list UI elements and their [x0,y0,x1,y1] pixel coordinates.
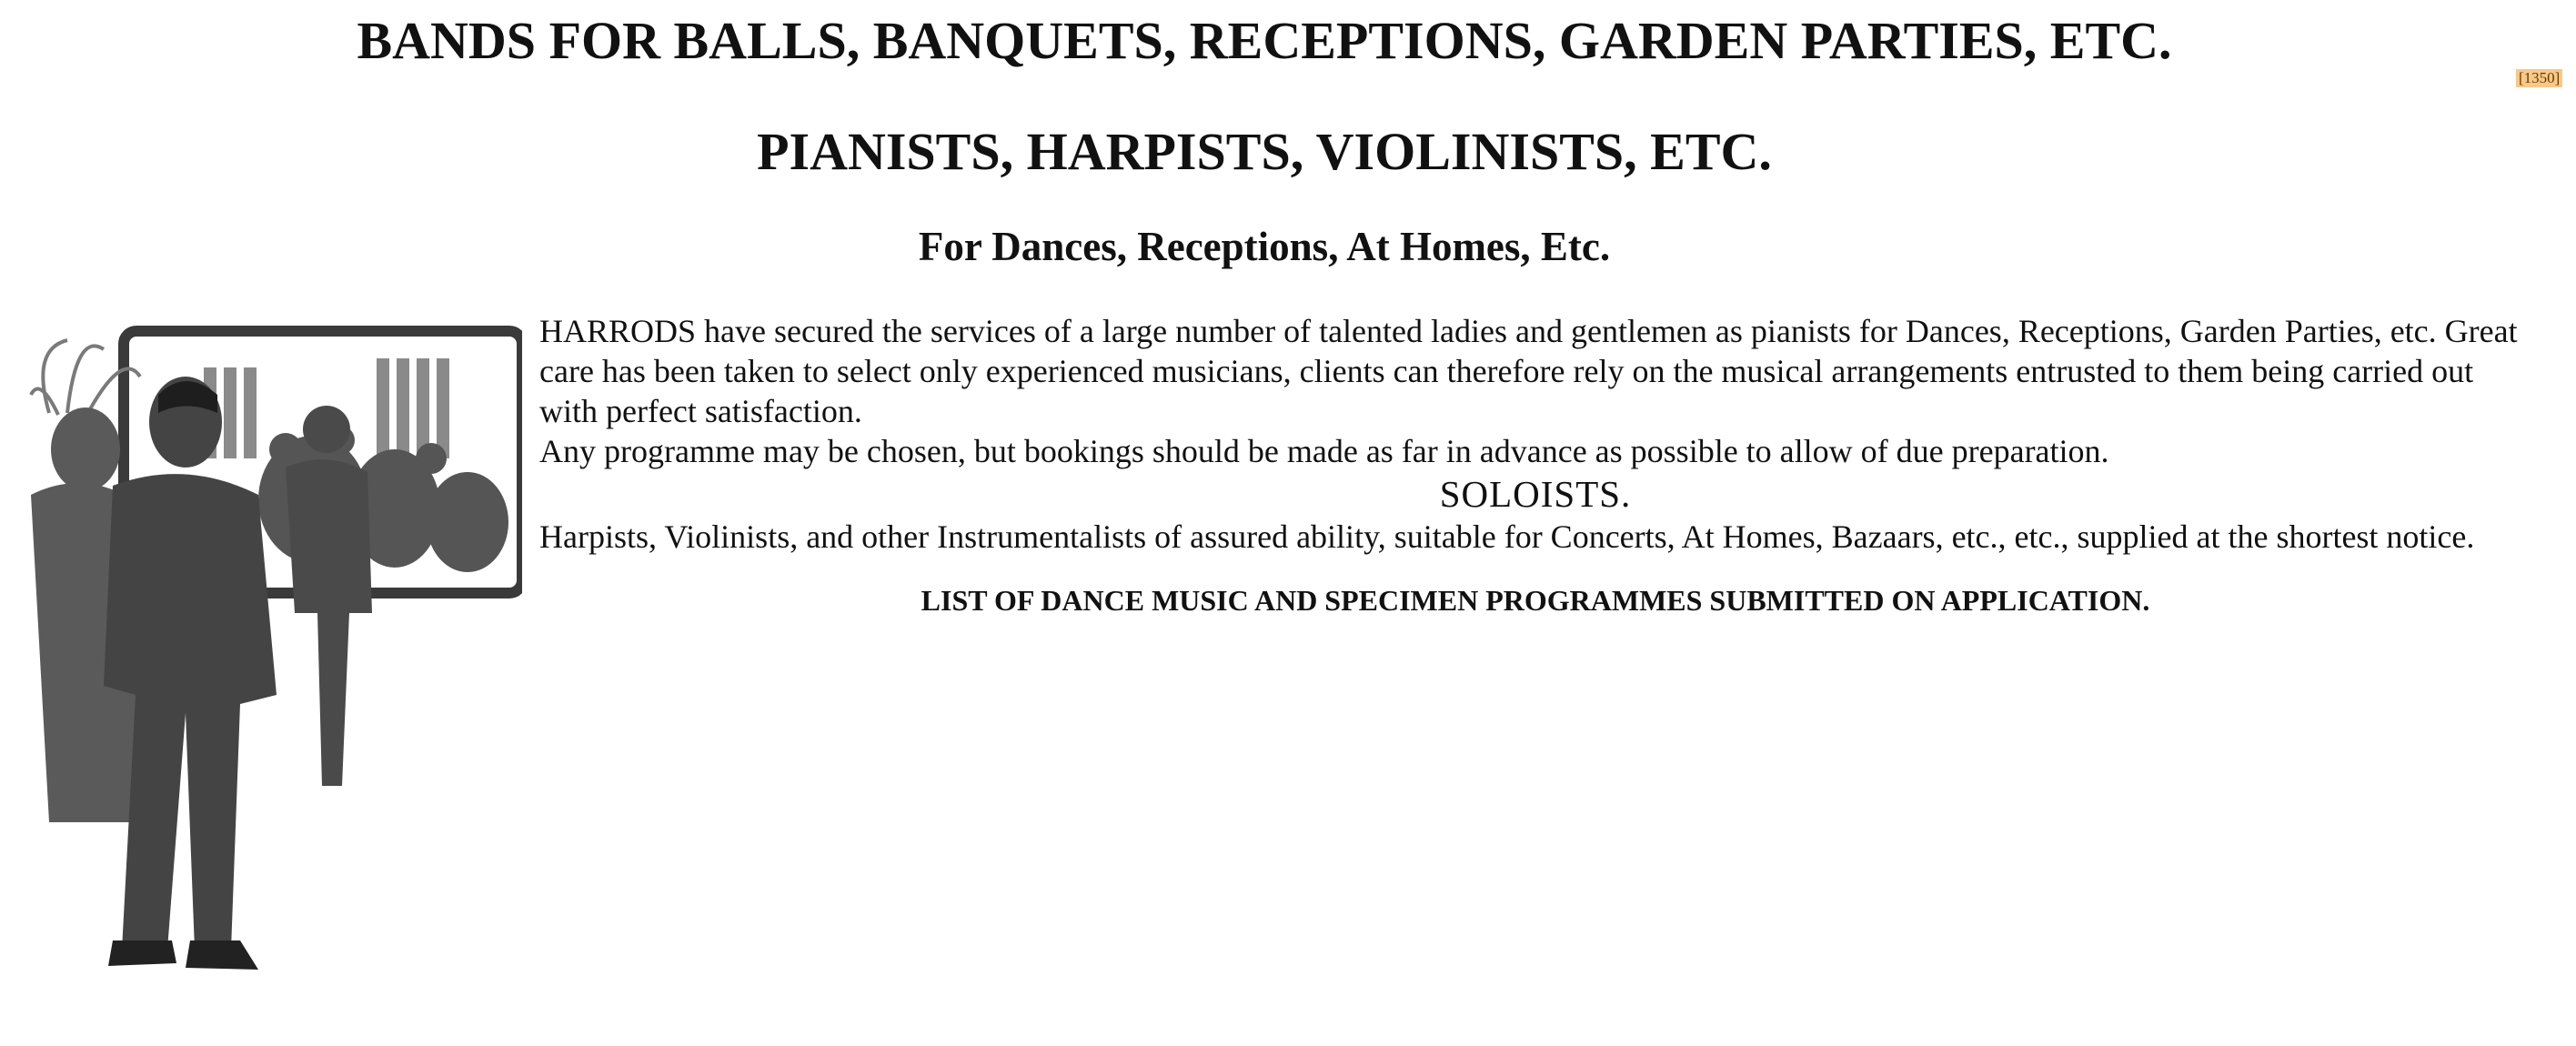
main-content [539,311,2531,619]
page-title: BANDS FOR BALLS, BANQUETS, RECEPTIONS, GARDEN PARTIES, ETC. [357,11,2172,70]
dance-music-notice: LIST OF DANCE MUSIC AND SPECIMEN PROGRAMMES SUBMITTED ON APPLICATION. [921,584,2150,617]
booking-paragraph: Any programme may be chosen, but bookings should be made as far in advance as possible to allow of due preparation. [539,433,2109,469]
section-subtitle: For Dances, Receptions, At Homes, Etc. [918,224,1611,269]
page-number-link[interactable]: [1350] [2516,69,2562,87]
soloists-heading: SOLOISTS. [1439,473,1632,515]
intro-paragraph: HARRODS have secured the services of a large number of talented ladies and gentlemen as pianists for Dances, Receptions, Garden Parties, etc. Great care has been taken to select only experienced musicians, clients can therefore rely on the musical arrangements entrusted to them being carried out with perfect satisfaction. [539,313,2518,429]
soloists-paragraph: Harpists, Violinists, and other Instrumentalists of assured ability, suitable for Concerts, At Homes, Bazaars, etc., etc., supplied at the shortest notice. [539,518,2475,555]
gentlemen-at-dance-illustration [13,313,522,1010]
section-title-pianists: PIANISTS, HARPISTS, VIOLINISTS, ETC. [757,122,1772,181]
